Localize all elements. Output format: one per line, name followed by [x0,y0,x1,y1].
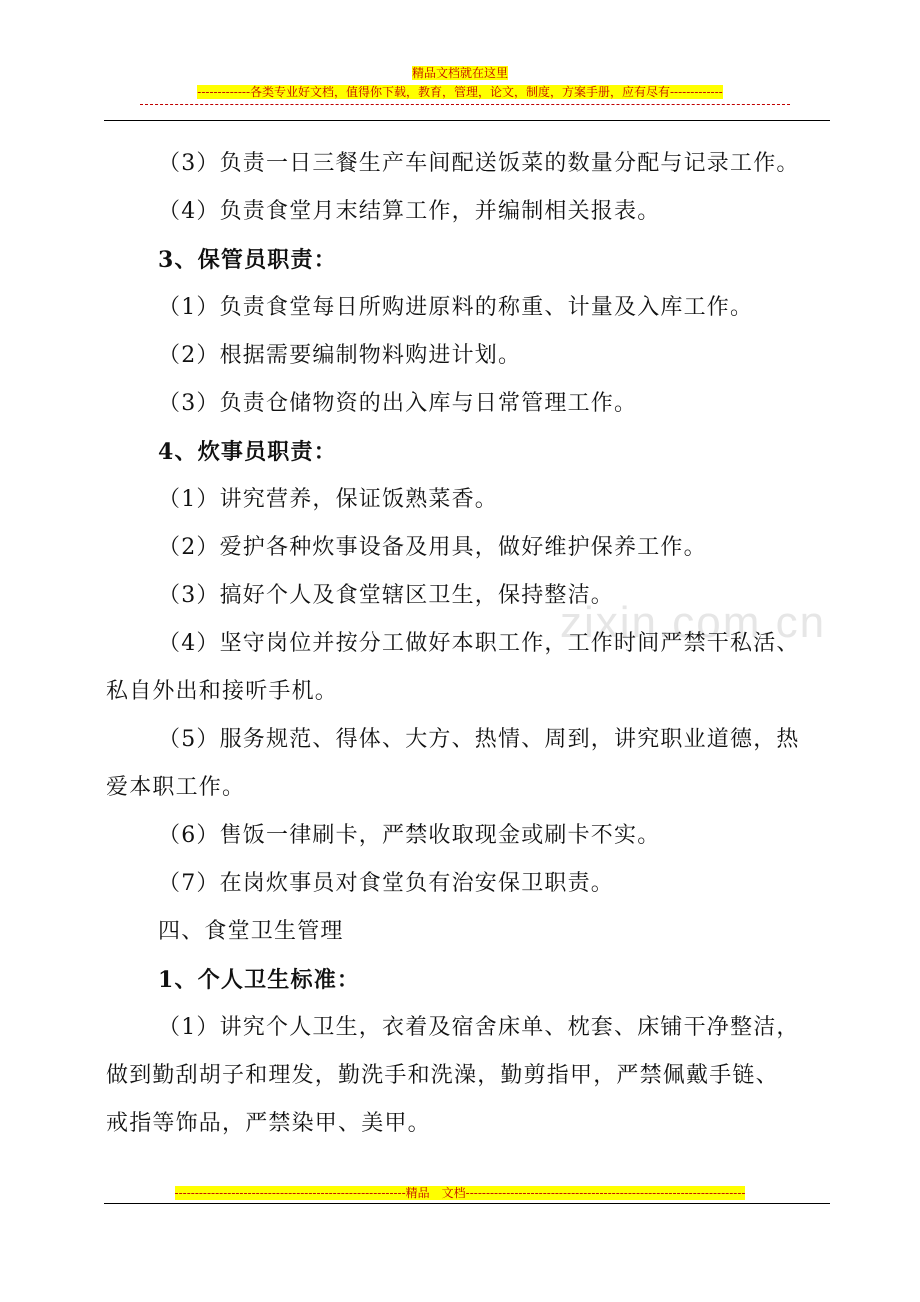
paragraph-line: 四、食堂卫生管理 [158,919,344,944]
document-body [106,140,828,1148]
paragraph-line: （3）负责一日三餐生产车间配送饭菜的数量分配与记录工作。 [158,151,800,176]
paragraph-line: （5）服务规范、得体、大方、热情、周到，讲究职业道德，热 [158,727,800,752]
footer-rule [104,1203,830,1204]
header-title-text: 精品文档就在这里 [411,66,508,80]
section-heading: 4、炊事员职责： [158,439,337,465]
paragraph-line: （2）爱护各种炊事设备及用具，做好维护保养工作。 [158,535,707,560]
paragraph-line: （1）讲究营养，保证饭熟菜香。 [158,487,498,512]
header-tagline-text: -------------各类专业好文档，值得你下载，教育，管理，论文，制度，方案手册，应有尽有------------- [197,85,723,99]
paragraph-line: 爱本职工作。 [106,775,246,800]
paragraph-line: （1）讲究个人卫生，衣着及宿舍床单、枕套、床铺干净整洁， [158,1015,800,1040]
header-dashed-divider [140,104,790,105]
paragraph-line: （1）负责食堂每日所购进原料的称重、计量及入库工作。 [158,295,754,320]
paragraph-line: 戒指等饰品，严禁染甲、美甲。 [106,1111,431,1136]
page-footer [0,1185,920,1201]
paragraph-line: （6）售饭一律刷卡，严禁收取现金或刷卡不实。 [158,823,661,848]
paragraph-line: （3）负责仓储物资的出入库与日常管理工作。 [158,391,638,416]
watermark: zixin.com.cn [560,598,827,647]
paragraph-line: （4）负责食堂月末结算工作，并编制相关报表。 [158,199,661,224]
section-heading: 1、个人卫生标准： [158,967,361,993]
header-rule [104,120,830,121]
section-heading: 3、保管员职责： [158,247,337,273]
paragraph-line: （7）在岗炊事员对食堂负有治安保卫职责。 [158,871,614,896]
paragraph-line: （3）搞好个人及食堂辖区卫生，保持整洁。 [158,583,614,608]
paragraph-line: 私自外出和接听手机。 [106,679,339,704]
footer-text: ---------------------------------------------------------精品 文档--------------------------------------------------------------------- [174,1186,746,1200]
page-header-tagline [0,84,920,100]
paragraph-line: （2）根据需要编制物料购进计划。 [158,343,522,368]
paragraph-line: 做到勤刮胡子和理发，勤洗手和洗澡，勤剪指甲，严禁佩戴手链、 [106,1063,779,1088]
page-header-title [0,66,920,81]
paragraph-line: （4）坚守岗位并按分工做好本职工作，工作时间严禁干私活、 [158,631,800,656]
